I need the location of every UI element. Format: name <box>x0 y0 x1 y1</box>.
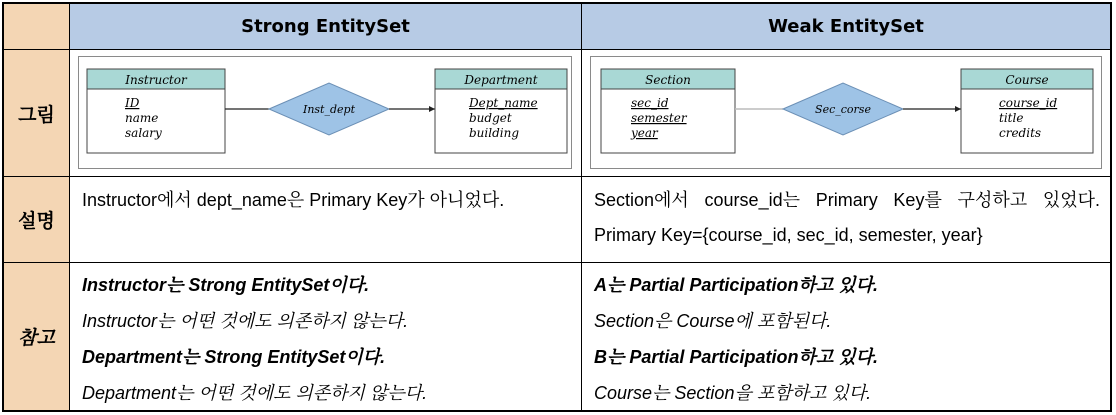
note-line: Instructor는 어떤 것에도 의존하지 않는다. <box>82 311 409 331</box>
comparison-table <box>2 2 1112 412</box>
strong-figure-cell <box>70 50 582 177</box>
instructor-attr-salary: salary <box>125 126 162 140</box>
department-entity <box>435 69 567 153</box>
weak-er-diagram <box>590 56 1102 169</box>
row-label-figure: 그림 <box>4 50 70 177</box>
strong-description-cell <box>70 177 582 263</box>
note-line: A는 Partial Participation하고 있다. <box>594 275 878 295</box>
sec-course-label: Sec_corse <box>815 103 871 116</box>
strong-er-diagram <box>78 56 572 169</box>
instructor-attr-id: ID <box>125 96 140 110</box>
course-attr-title: title <box>999 111 1024 125</box>
sec-course-relationship <box>783 83 903 135</box>
header-strong-entityset: Strong EntitySet <box>70 4 582 50</box>
course-attr-credits: credits <box>999 126 1042 140</box>
section-entity <box>601 69 735 153</box>
weak-description-text: Section에서 course_id는 Primary Key를 구성하고 있었다. Primary Key={course_id, sec_id, semester, year} <box>594 190 1100 245</box>
note-line: B는 Partial Participation하고 있다. <box>594 347 878 367</box>
note-line: Section은 Course에 포함된다. <box>594 311 832 331</box>
strong-description-text: Instructor에서 dept_name은 Primary Key가 아니었다. <box>82 190 505 210</box>
note-line: Instructor는 Strong EntitySet이다. <box>82 275 370 295</box>
strong-notes <box>82 267 571 411</box>
inst-dept-relationship <box>269 83 389 135</box>
note-line: Course는 Section을 포함하고 있다. <box>594 383 872 403</box>
department-attr-dept-name: Dept_name <box>469 96 538 110</box>
row-label-description: 설명 <box>4 177 70 263</box>
header-weak-entityset: Weak EntitySet <box>582 4 1110 50</box>
weak-notes-cell <box>582 263 1110 410</box>
corner-cell <box>4 4 70 50</box>
department-attr-building: building <box>469 126 520 140</box>
course-entity <box>961 69 1093 153</box>
course-entity-name: Course <box>1005 73 1049 87</box>
row-label-reference: 참고 <box>4 263 70 410</box>
instructor-entity <box>87 69 225 153</box>
department-attr-budget: budget <box>469 111 512 125</box>
note-line: Department는 어떤 것에도 의존하지 않는다. <box>82 383 428 403</box>
section-attr-sec-id: sec_id <box>631 96 669 110</box>
arrow-head-icon <box>955 106 961 112</box>
instructor-attr-name: name <box>125 111 159 125</box>
weak-er-svg <box>591 57 1101 168</box>
weak-figure-cell <box>582 50 1110 177</box>
section-attr-year: year <box>631 126 658 140</box>
weak-notes <box>594 267 1100 411</box>
course-attr-course-id: course_id <box>999 96 1058 110</box>
section-attr-semester: semester <box>631 111 687 125</box>
strong-er-svg <box>79 57 571 168</box>
inst-dept-label: Inst_dept <box>302 103 356 116</box>
section-entity-name: Section <box>645 73 691 87</box>
instructor-entity-name: Instructor <box>125 73 187 87</box>
arrow-head-icon <box>429 106 435 112</box>
weak-description-cell <box>582 177 1110 263</box>
note-line: Department는 Strong EntitySet이다. <box>82 347 386 367</box>
strong-notes-cell <box>70 263 582 410</box>
department-entity-name: Department <box>464 73 538 87</box>
